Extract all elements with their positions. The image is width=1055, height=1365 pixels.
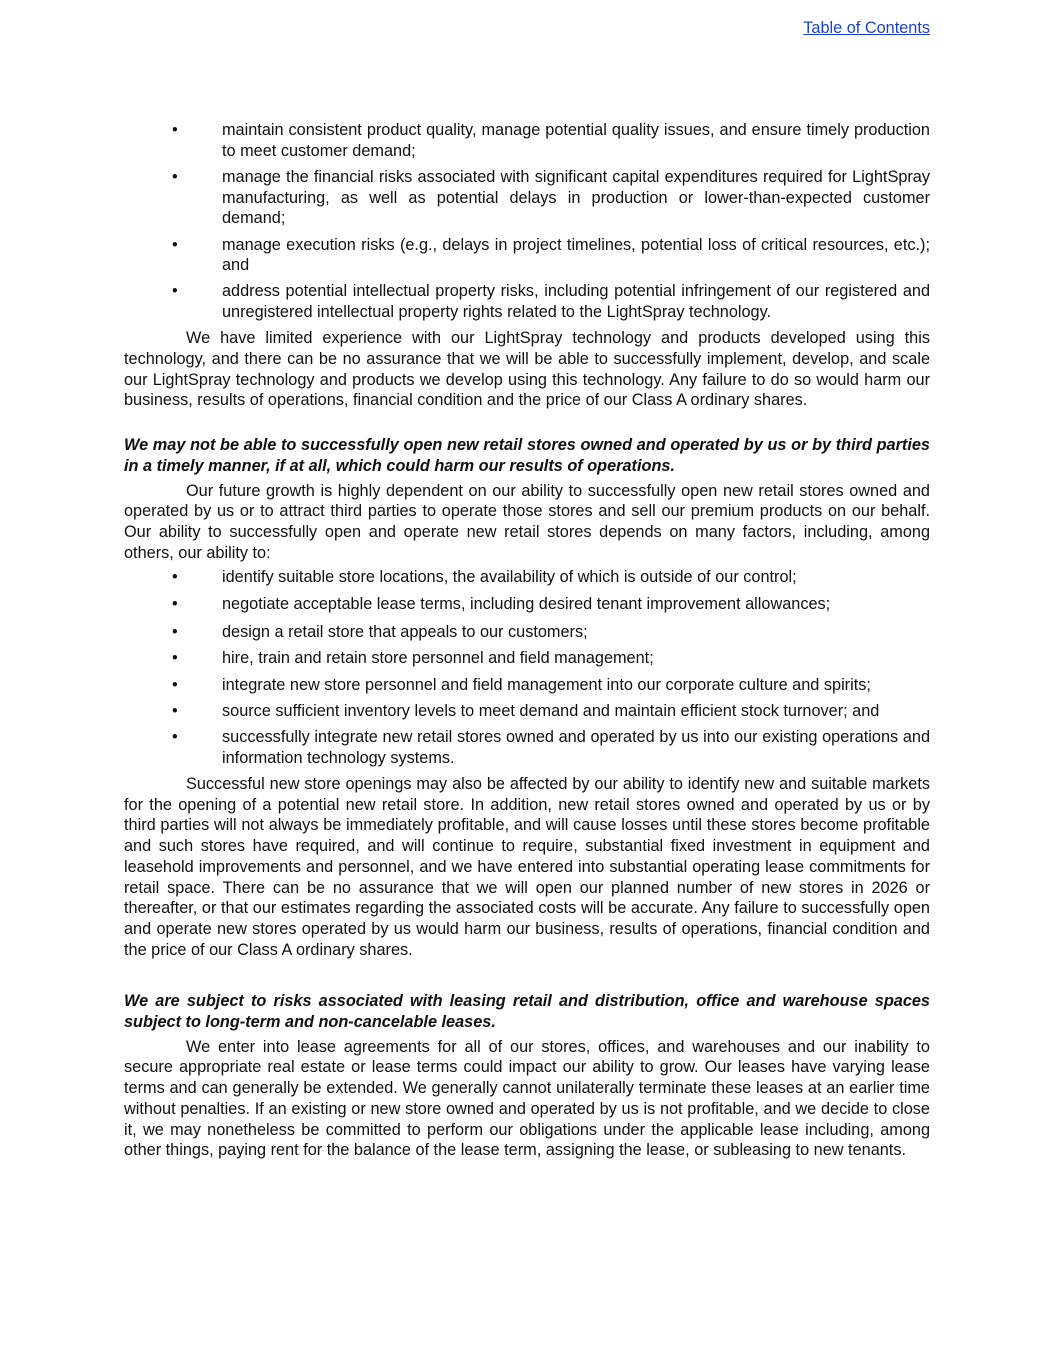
paragraph: We enter into lease agreements for all of our stores, offices, and warehouses and our inability to secure appropriate real estate or lease terms could impact our ability to grow. Our leases have varying lease terms and can generally be extended. We generally cannot unilaterally terminate these leases at an earlier time without penalties. If an existing or new store owned and operated by us is not profitable, and we decide to close it, we may nonetheless be committed to perform our obligations under the applicable lease including, among other things, paying rent for the balance of the lease term, assigning the lease, or subleasing to new tenants. [124, 1037, 930, 1160]
list-item [124, 167, 930, 229]
bullet-icon: • [172, 167, 178, 186]
list-item-text: manage execution risks (e.g., delays in project timelines, potential loss of critical resources, etc.); and [222, 235, 930, 275]
intro-bullet-list [124, 120, 930, 323]
bullet-icon: • [172, 649, 178, 668]
list-item [124, 701, 930, 722]
list-item [124, 727, 930, 768]
store-factors-list [124, 567, 930, 768]
section-heading: We are subject to risks associated with leasing retail and distribution, office and warehouse spaces subject to long-term and non-cancelable leases. [124, 992, 930, 1032]
list-item [124, 594, 930, 615]
list-item-text: integrate new store personnel and field management into our corporate culture and spirits; [222, 675, 871, 694]
list-item-text: design a retail store that appeals to our customers; [222, 623, 588, 642]
document-body [124, 120, 930, 1161]
bullet-icon: • [172, 701, 178, 720]
list-item [124, 235, 930, 276]
list-item [124, 120, 930, 161]
list-item-text: manage the financial risks associated with significant capital expenditures required for LightSpray manufacturing, as well as potential delays in production or lower-than-expected customer demand; [222, 167, 930, 228]
list-item [124, 567, 930, 588]
bullet-icon: • [172, 675, 178, 694]
table-of-contents-link[interactable]: Table of Contents [803, 19, 930, 37]
paragraph: We have limited experience with our LightSpray technology and products developed using this technology, and there can be no assurance that we will be able to successfully implement, develop, and scale our LightSpray technology and products we develop using this technology. Any failure to do so would harm our business, results of operations, financial condition and the price of our Class A ordinary shares. [124, 329, 930, 410]
list-item-text: maintain consistent product quality, manage potential quality issues, and ensure timely production to meet customer demand; [222, 121, 930, 160]
list-item-text: successfully integrate new retail stores owned and operated by us into our existing operations and information technology systems. [222, 728, 930, 767]
bullet-icon: • [172, 282, 178, 301]
section-heading: We may not be able to successfully open new retail stores owned and operated by us or by third parties in a timely manner, if at all, which could harm our results of operations. [124, 436, 930, 475]
list-item-text: source sufficient inventory levels to meet demand and maintain efficient stock turnover; and [222, 701, 880, 720]
bullet-icon: • [172, 728, 178, 747]
list-item [124, 675, 930, 696]
paragraph: Our future growth is highly dependent on our ability to successfully open new retail stores owned and operated by us or to attract third parties to operate those stores and sell our premium products on our behalf. Our ability to successfully open and operate new retail stores depends on many factors, including, among others, our ability to: [124, 481, 930, 562]
list-item-text: negotiate acceptable lease terms, including desired tenant improvement allowances; [222, 594, 831, 613]
bullet-icon: • [172, 594, 178, 613]
list-item [124, 281, 930, 322]
list-item-text: identify suitable store locations, the availability of which is outside of our control; [222, 568, 797, 587]
bullet-icon: • [172, 568, 178, 587]
list-item-text: address potential intellectual property risks, including potential infringement of our registered and unregistered intellectual property rights related to the LightSpray technology. [222, 282, 930, 322]
paragraph: Successful new store openings may also be affected by our ability to identify new and suitable markets for the opening of a potential new retail store. In addition, new retail stores owned and operated by us or by third parties will not always be immediately profitable, and will cause losses until these stores become profitable and such stores have required, and will continue to require, substantial fixed investment in equipment and leasehold improvements and personnel, and we have entered into substantial operating lease commitments for retail space. There can be no assurance that we will open our planned number of new stores in 2026 or thereafter, or that our estimates regarding the associated costs will be accurate. Any failure to successfully open and operate new stores operated by us would harm our business, results of operations, financial condition and the price of our Class A ordinary shares. [124, 774, 930, 959]
list-item-text: hire, train and retain store personnel and field management; [222, 649, 654, 668]
list-item [124, 648, 930, 669]
bullet-icon: • [172, 235, 178, 254]
list-item [124, 622, 930, 643]
bullet-icon: • [172, 623, 178, 642]
bullet-icon: • [172, 121, 178, 139]
